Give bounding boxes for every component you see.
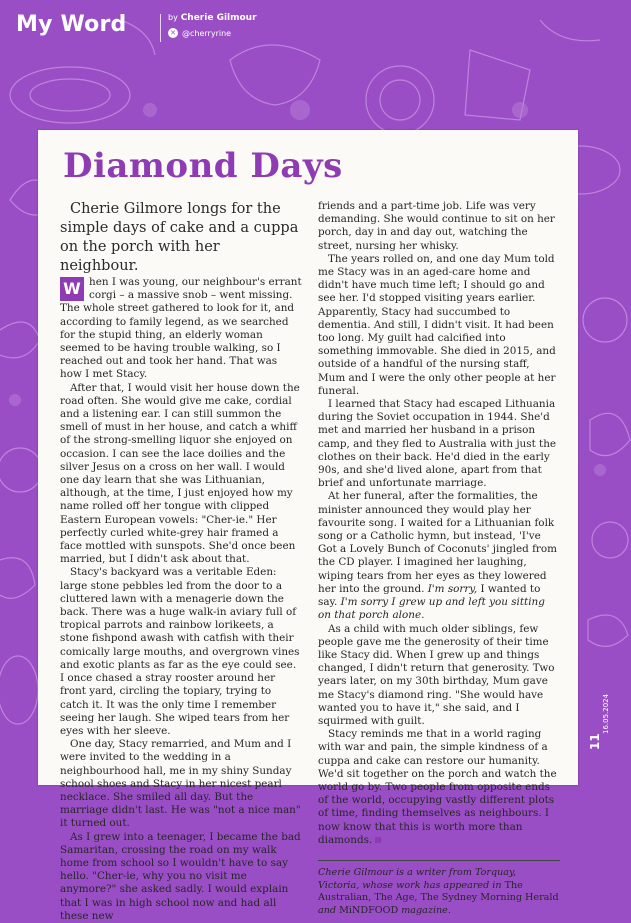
article-paragraph: I learned that Stacy had escaped Lithuania during the Soviet occupation in 1944. She'd met and married her husband in a prison camp, and they fled to Australia with just the clothes on their back. He'd died in the early 90s, and she'd lived alone, apart from that brief and unfortunate marriage. xyxy=(318,398,557,490)
bio-text-end: magazine. xyxy=(398,904,451,916)
byline xyxy=(168,13,257,23)
article-column-right xyxy=(318,200,560,917)
article-paragraph: As I grew into a teenager, I became the bad Samaritan, crossing the road on my walk home from school so I wouldn't have to say hello. "Cher-ie, why you no visit me anymore?" she asked sadly. I would explain that I was in high school now and had all these new xyxy=(60,830,301,922)
article-card xyxy=(38,130,578,922)
article-paragraph xyxy=(318,490,560,622)
bio-text-and: and xyxy=(318,904,340,916)
page-number: 11 xyxy=(588,733,602,750)
byline-prefix: by xyxy=(168,13,178,22)
closing-paragraph-text: Stacy reminds me that in a world raging with war and pain, the simple kindness of a cuppa and cake can restore our humanity. We'd sit together on the porch and watch the world go by. Two people from opposite ends of the world, occupying vastly different plots of time, finding themselves as neighbours. I now know that this is worth more than diamonds. xyxy=(318,728,557,846)
article-column-left xyxy=(60,200,302,923)
article-paragraph: After that, I would visit her house down the road often. She would give me cake, cordial and a listening ear. I can still summon the smell of must in her house, and catch a whiff of the strong-smelling liquor she enjoyed on occasion. I can see the lace doilies and the silver Jesus on a cross on her wall. I would one day learn that she was Lithuanian, although, at the time, I just enjoyed how my name rolled off her tongue with clipped Eastern European vowels: "Cher-ie." Her perfectly curled white-grey hair framed a face mottled with sunspots. She'd once been married, but I didn't ask about that. xyxy=(60,381,300,566)
first-paragraph-text: hen I was young, our neighbour's errant corgi – a massive snob – went missing. The whole street gathered to look for it, and according to family legend, as we searched for the stupid thing, an elderly woman seemed to be having trouble walking, so I reached out and took her hand. That was how I met Stacy. xyxy=(60,276,302,381)
funeral-italic-text-2: I'm sorry I grew up and left you sitting on that porch alone. xyxy=(318,596,545,622)
funeral-italic-text: I'm sorry, xyxy=(427,582,478,595)
header-divider xyxy=(160,14,161,42)
handle-text: @cherryrine xyxy=(182,28,232,38)
article-paragraph: Stacy's backyard was a veritable Eden: large stone pebbles led from the door to a cluttered lawn with a menagerie down the back. There was a huge walk-in aviary full of tropical parrots and rainbow lorikeets, a stone fishpond awash with catfish with their comically large mouths, and overgrown vines and exotic plants as far as the eye could see. I once chased a stray rooster around her front yard, circling the topiary, trying to catch it. It was the only time I remember seeing her laugh. She wiped tears from her eyes with her sleeve. xyxy=(60,566,300,737)
standfirst: Cherie Gilmore longs for the simple days of cake and a cuppa on the porch with her neighbour. xyxy=(60,201,299,274)
article-paragraph xyxy=(318,728,560,847)
column-name: My Word xyxy=(16,12,127,37)
author-name: Cherie Gilmour xyxy=(180,13,257,23)
column-header xyxy=(0,0,631,58)
bio-text: Cherie Gilmour is a writer from Torquay, Victoria, whose work has appeared in xyxy=(318,866,517,891)
funeral-text: At her funeral, after the formalities, the minister announced they would play her favourite song. I waited for a Lithuanian folk song or a Catholic hymn, but instead, 'I've Got a Lovely Bunch of Coconuts' jingled from the CD player. I imagined her laughing, wiping tears from her eyes as they lowered her into the ground. xyxy=(318,490,558,595)
author-bio xyxy=(318,867,560,917)
funeral-text-plain: I wanted to say. xyxy=(318,582,541,609)
issue-date: 16.05.2024 xyxy=(602,693,610,734)
end-of-article-mark xyxy=(375,837,381,843)
bio-magazine: MiNDFOOD xyxy=(339,904,399,916)
social-handle xyxy=(168,28,231,38)
article-paragraph xyxy=(60,276,302,382)
bio-publications: The Australian, The Age, The Sydney Morning Herald xyxy=(318,879,559,904)
article-paragraph: As a child with much older siblings, few people gave me the generosity of their time like Stacy did. When I grew up and things changed, I didn't return that generosity. Two years later, on my 30th birthday, Mum gave me Stacy's diamond ring. "She would have wanted you to have it," she said, and I squirmed with guilt. xyxy=(318,622,555,727)
article-paragraph: friends and a part-time job. Life was very demanding. She would continue to sit on her porch, day in and day out, watching the street, nursing her whisky. xyxy=(318,200,555,252)
article-headline: Diamond Days xyxy=(63,146,343,186)
page-info xyxy=(588,693,628,768)
bio-divider xyxy=(318,860,560,861)
drop-cap: W xyxy=(60,277,84,301)
article-paragraph: One day, Stacy remarried, and Mum and I were invited to the wedding in a neighbourhood hall, me in my shiny Sunday school shoes and Stacy in her nicest pearl necklace. She smiled all day. But the marriage didn't last. He was "not a nice man" it turned out. xyxy=(60,738,301,830)
article-paragraph: The years rolled on, and one day Mum told me Stacy was in an aged-care home and didn't have much time left; I should go and see her. I'd stopped visiting years earlier. Apparently, Stacy had succumbed to dementia. And still, I didn't visit. It had been too long. My guilt had calcified into something immovable. She died in 2015, and outside of a handful of the nursing staff, Mum and I were the only other people at her funeral. xyxy=(318,252,556,397)
x-social-icon: ✕ xyxy=(168,28,178,38)
